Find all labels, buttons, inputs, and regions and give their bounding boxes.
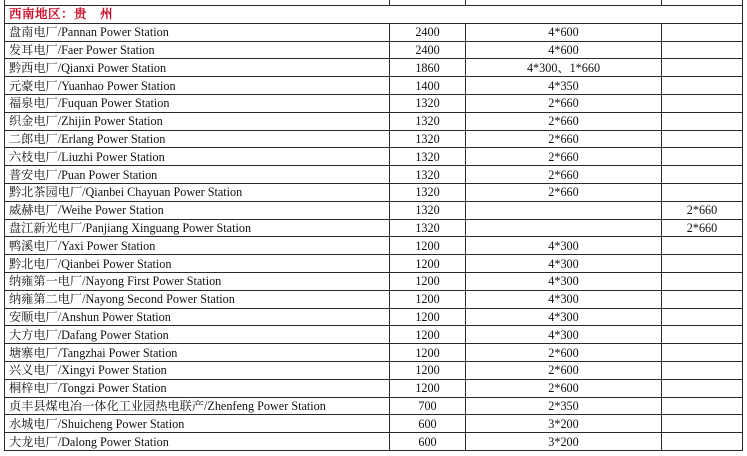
table-row	[5, 23, 743, 41]
extra-unit-config-cell	[662, 77, 743, 95]
capacity-cell: 1200	[390, 290, 466, 308]
unit-config-cell: 4*300	[466, 272, 662, 290]
capacity-cell: 1320	[390, 148, 466, 166]
capacity-cell: 1200	[390, 326, 466, 344]
extra-unit-config-cell	[662, 433, 743, 451]
station-name-cell: 福泉电厂/Fuquan Power Station	[5, 94, 390, 112]
table-body	[5, 0, 743, 450]
extra-unit-config-cell	[662, 272, 743, 290]
unit-config-cell: 2*660	[466, 166, 662, 184]
capacity-cell: 1320	[390, 183, 466, 201]
extra-unit-config-cell: 2*660	[662, 201, 743, 219]
station-name-cell: 织金电厂/Zhijin Power Station	[5, 112, 390, 130]
capacity-cell: 1200	[390, 237, 466, 255]
table-row	[5, 237, 743, 255]
station-name-cell: 六枝电厂/Liuzhi Power Station	[5, 148, 390, 166]
extra-unit-config-cell	[662, 344, 743, 362]
extra-unit-config-cell	[662, 255, 743, 273]
unit-config-cell	[466, 219, 662, 237]
table-row	[5, 272, 743, 290]
extra-unit-config-cell	[662, 237, 743, 255]
table-row	[5, 201, 743, 219]
station-name-cell: 黔西电厂/Qianxi Power Station	[5, 59, 390, 77]
capacity-cell: 1200	[390, 379, 466, 397]
unit-config-cell: 2*660	[466, 112, 662, 130]
unit-config-cell: 3*200	[466, 433, 662, 451]
capacity-cell: 1200	[390, 272, 466, 290]
station-name-cell: 纳雍第二电厂/Nayong Second Power Station	[5, 290, 390, 308]
extra-unit-config-cell: 2*660	[662, 219, 743, 237]
extra-unit-config-cell	[662, 148, 743, 166]
unit-config-cell: 2*660	[466, 130, 662, 148]
capacity-cell: 600	[390, 433, 466, 451]
station-name-cell: 纳雍第一电厂/Nayong First Power Station	[5, 272, 390, 290]
unit-config-cell: 4*300	[466, 308, 662, 326]
station-name-cell: 安顺电厂/Anshun Power Station	[5, 308, 390, 326]
capacity-cell: 1200	[390, 308, 466, 326]
station-name-cell: 发耳电厂/Faer Power Station	[5, 41, 390, 59]
extra-unit-config-cell	[662, 379, 743, 397]
capacity-cell: 1200	[390, 344, 466, 362]
table-row	[5, 308, 743, 326]
station-name-cell: 黔北电厂/Qianbei Power Station	[5, 255, 390, 273]
table-row	[5, 361, 743, 379]
extra-unit-config-cell	[662, 326, 743, 344]
capacity-cell: 1200	[390, 361, 466, 379]
capacity-cell: 600	[390, 415, 466, 433]
table-row	[5, 94, 743, 112]
unit-config-cell: 2*600	[466, 379, 662, 397]
capacity-cell: 1200	[390, 255, 466, 273]
extra-unit-config-cell	[662, 361, 743, 379]
station-name-cell: 大龙电厂/Dalong Power Station	[5, 433, 390, 451]
unit-config-cell: 3*200	[466, 415, 662, 433]
station-name-cell: 兴义电厂/Xingyi Power Station	[5, 361, 390, 379]
capacity-cell: 1320	[390, 112, 466, 130]
station-name-cell: 普安电厂/Puan Power Station	[5, 166, 390, 184]
unit-config-cell: 2*660	[466, 94, 662, 112]
capacity-cell: 1320	[390, 219, 466, 237]
unit-config-cell: 4*300、1*660	[466, 59, 662, 77]
unit-config-cell: 2*660	[466, 183, 662, 201]
extra-unit-config-cell	[662, 59, 743, 77]
capacity-cell: 1320	[390, 201, 466, 219]
station-name-cell: 威赫电厂/Weihe Power Station	[5, 201, 390, 219]
table-row	[5, 290, 743, 308]
extra-unit-config-cell	[662, 183, 743, 201]
table-row	[5, 112, 743, 130]
table-row	[5, 219, 743, 237]
table-row	[5, 379, 743, 397]
table-row	[5, 415, 743, 433]
section-header-row	[5, 6, 743, 24]
station-name-cell: 水城电厂/Shuicheng Power Station	[5, 415, 390, 433]
unit-config-cell: 4*350	[466, 77, 662, 95]
extra-unit-config-cell	[662, 166, 743, 184]
extra-unit-config-cell	[662, 41, 743, 59]
unit-config-cell: 4*300	[466, 255, 662, 273]
extra-unit-config-cell	[662, 130, 743, 148]
power-station-table	[4, 0, 743, 451]
extra-unit-config-cell	[662, 94, 743, 112]
station-name-cell: 贞丰县煤电冶一体化工业园热电联产/Zhenfeng Power Station	[5, 397, 390, 415]
extra-unit-config-cell	[662, 290, 743, 308]
table-row	[5, 326, 743, 344]
capacity-cell: 2400	[390, 41, 466, 59]
table-row	[5, 130, 743, 148]
station-name-cell: 大方电厂/Dafang Power Station	[5, 326, 390, 344]
capacity-cell: 1320	[390, 94, 466, 112]
extra-unit-config-cell	[662, 23, 743, 41]
station-name-cell: 盘南电厂/Pannan Power Station	[5, 23, 390, 41]
capacity-cell: 1860	[390, 59, 466, 77]
table-row	[5, 183, 743, 201]
table-row	[5, 166, 743, 184]
table-row	[5, 344, 743, 362]
unit-config-cell: 4*600	[466, 41, 662, 59]
unit-config-cell: 2*600	[466, 344, 662, 362]
capacity-cell: 1320	[390, 166, 466, 184]
table-row	[5, 255, 743, 273]
unit-config-cell: 2*600	[466, 361, 662, 379]
capacity-cell: 1320	[390, 130, 466, 148]
table-row	[5, 397, 743, 415]
station-name-cell: 二郎电厂/Erlang Power Station	[5, 130, 390, 148]
station-name-cell: 元豪电厂/Yuanhao Power Station	[5, 77, 390, 95]
table-row	[5, 148, 743, 166]
extra-unit-config-cell	[662, 308, 743, 326]
station-name-cell: 黔北茶园电厂/Qianbei Chayuan Power Station	[5, 183, 390, 201]
extra-unit-config-cell	[662, 397, 743, 415]
capacity-cell: 1400	[390, 77, 466, 95]
unit-config-cell: 4*300	[466, 237, 662, 255]
capacity-cell: 700	[390, 397, 466, 415]
table-row	[5, 59, 743, 77]
table-row	[5, 77, 743, 95]
station-name-cell: 盘江新光电厂/Panjiang Xinguang Power Station	[5, 219, 390, 237]
unit-config-cell: 2*350	[466, 397, 662, 415]
section-title: 西南地区：贵 州	[5, 6, 743, 24]
unit-config-cell: 4*300	[466, 326, 662, 344]
table-row	[5, 41, 743, 59]
unit-config-cell: 4*300	[466, 290, 662, 308]
extra-unit-config-cell	[662, 112, 743, 130]
station-name-cell: 桐梓电厂/Tongzi Power Station	[5, 379, 390, 397]
unit-config-cell: 2*660	[466, 148, 662, 166]
station-name-cell: 鸭溪电厂/Yaxi Power Station	[5, 237, 390, 255]
unit-config-cell	[466, 201, 662, 219]
station-name-cell: 塘寨电厂/Tangzhai Power Station	[5, 344, 390, 362]
table-row	[5, 433, 743, 451]
unit-config-cell: 4*600	[466, 23, 662, 41]
capacity-cell: 2400	[390, 23, 466, 41]
extra-unit-config-cell	[662, 415, 743, 433]
